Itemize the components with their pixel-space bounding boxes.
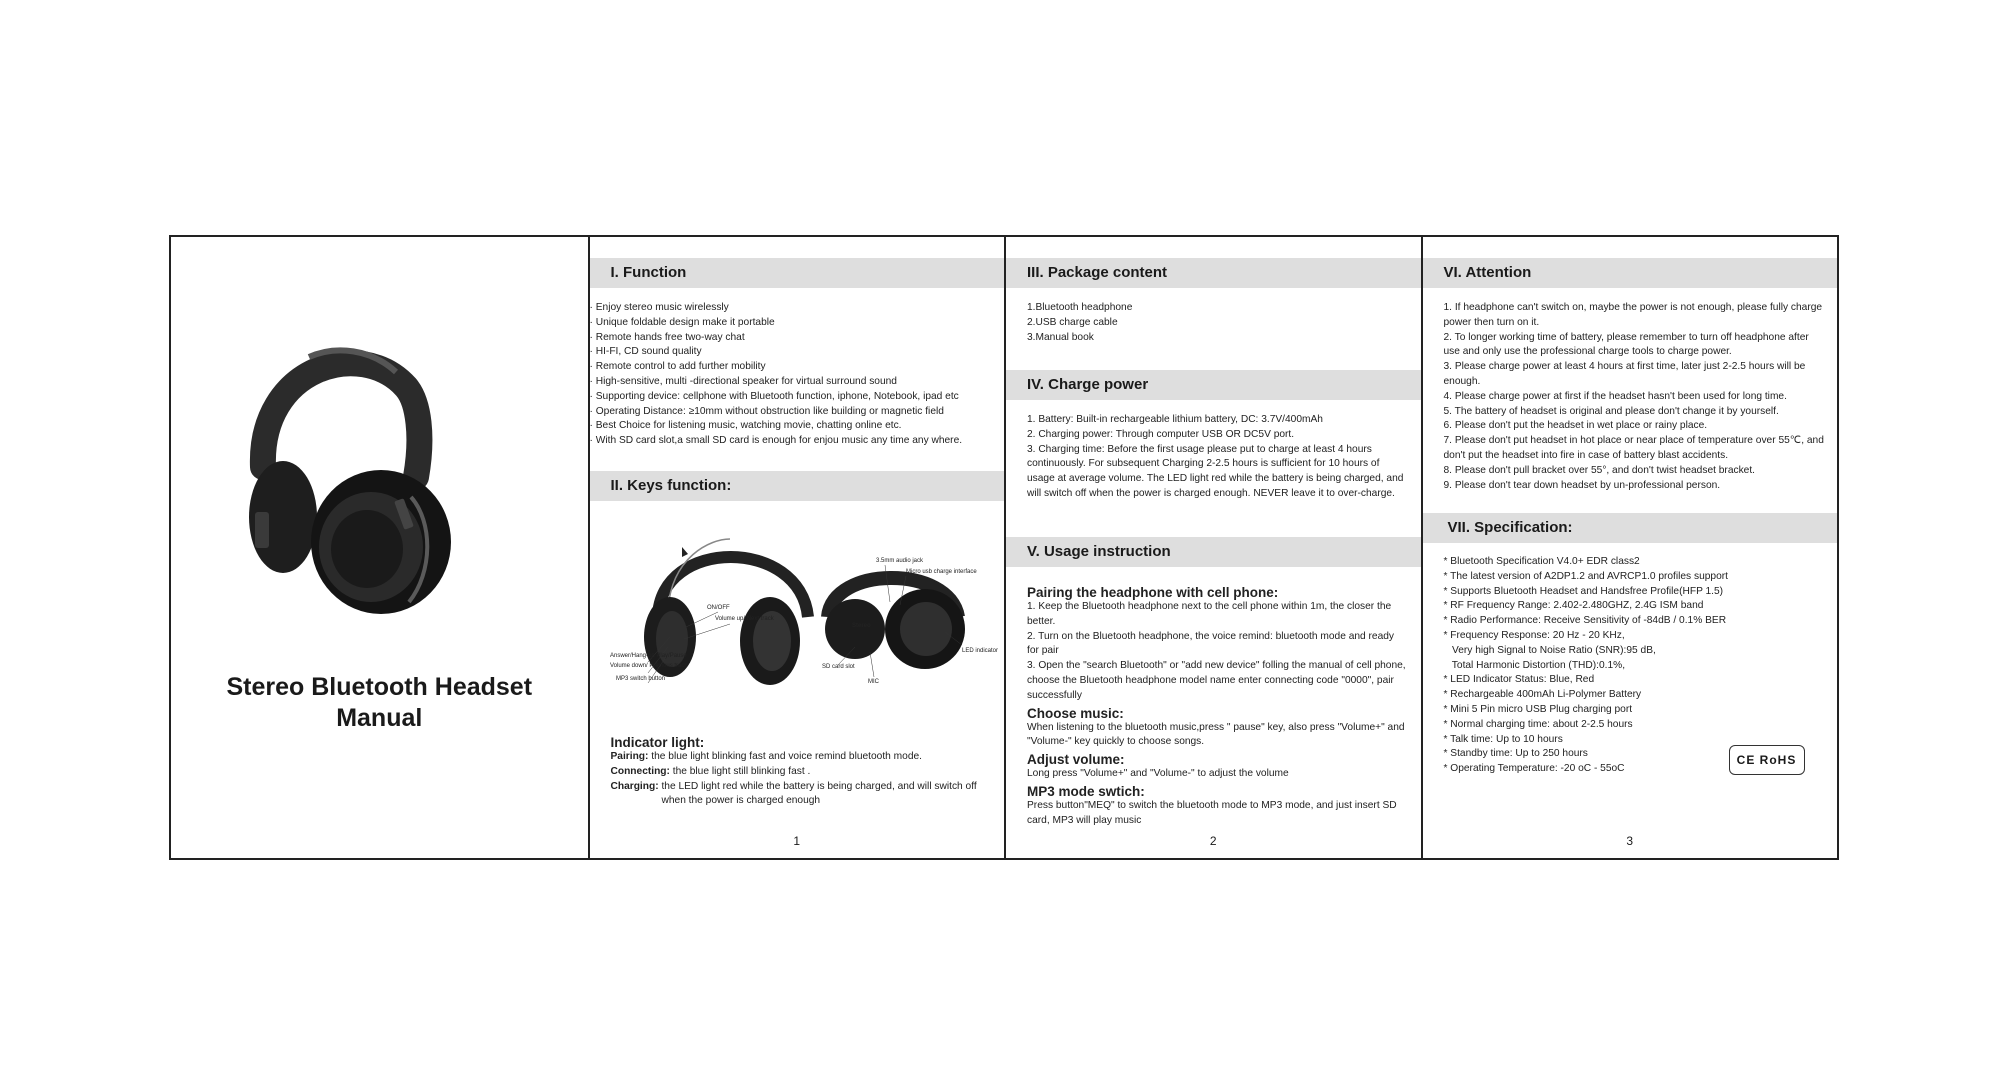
- connecting-text: the blue light still blinking fast .: [672, 765, 811, 777]
- volume-text: Long press "Volume+" and "Volume-" to adjust the volume: [1027, 768, 1289, 780]
- connecting-label: Connecting:: [610, 765, 670, 777]
- page-3-panel: [1421, 237, 1838, 858]
- package-item: 2.USB charge cable: [1027, 316, 1118, 328]
- pairing-text: the blue light blinking fast and voice remind bluetooth mode.: [651, 751, 922, 762]
- spec-item: * Frequency Response: 20 Hz - 20 KHz,: [1443, 629, 1625, 641]
- cert-marks-text: CE RoHS: [1736, 753, 1797, 767]
- spec-heading: VII. Specification:: [1423, 513, 1838, 543]
- spec-item: * Rechargeable 400mAh Li-Polymer Battery: [1443, 689, 1642, 701]
- spec-item: * RF Frequency Range: 2.402-2.480GHZ, 2.4G ISM band: [1443, 600, 1704, 612]
- package-list: [1006, 301, 1421, 345]
- pairing-label: Pairing:: [610, 751, 649, 762]
- function-item: · Supporting device: cellphone with Bluetooth function, iphone, Notebook, ipad etc: [590, 390, 1005, 405]
- spec-item: * LED Indicator Status: Blue, Red: [1443, 674, 1595, 686]
- spec-item: * Supports Bluetooth Headset and Handsfree Profile(HFP 1.5): [1443, 585, 1724, 597]
- attention-item: 8. Please don't pull bracket over 55°, and don't twist headset bracket.: [1443, 464, 1756, 476]
- mp3-heading: MP3 mode swtich:: [1027, 783, 1145, 799]
- function-item: · Remote control to add further mobility: [590, 360, 1005, 375]
- spec-item: Very high Signal to Noise Ratio (SNR):95 dB,: [1443, 644, 1656, 656]
- page-1-panel: [588, 237, 1005, 858]
- function-item: · Operating Distance: ≥10mm without obstruction like building or magnetic field: [590, 405, 1005, 420]
- spec-item: * Operating Temperature: -20 oC - 55oC: [1443, 763, 1625, 775]
- music-text: When listening to the bluetooth music,press " pause" key, also press "Volume+" and "Volume-" key quickly to choose songs.: [1027, 721, 1405, 748]
- attention-item: 3. Please charge power at least 4 hours at first time, later just 2-2.5 hours will be enough.: [1443, 361, 1806, 387]
- function-item: · Enjoy stereo music wirelessly: [590, 301, 1005, 316]
- spec-item: * Mini 5 Pin micro USB Plug charging port: [1443, 703, 1633, 715]
- attention-item: 1. If headphone can't switch on, maybe the power is not enough, please fully charge power then turn on it.: [1443, 302, 1823, 328]
- attention-list: [1423, 301, 1838, 493]
- attention-heading: VI. Attention: [1423, 258, 1838, 288]
- charging-text: the LED light red while the battery is being charged, and will switch off: [661, 780, 977, 792]
- charging-label: Charging:: [610, 780, 659, 792]
- page-2-panel: [1004, 237, 1421, 858]
- label-micro-usb: Micro usb charge interface: [905, 569, 977, 575]
- volume-heading: Adjust volume:: [1027, 752, 1125, 768]
- keys-diagram: [590, 517, 1003, 692]
- function-list: [590, 301, 1005, 449]
- label-answer: Answer/Hang-up Play/Pause: [609, 653, 687, 659]
- cover-panel: [171, 237, 588, 858]
- indicator-heading: Indicator light:: [610, 735, 705, 750]
- spec-item: * Bluetooth Specification V4.0+ EDR class2: [1443, 556, 1640, 567]
- usage-heading: V. Usage instruction: [1006, 537, 1421, 567]
- function-item: · Remote hands free two-way chat: [590, 331, 1005, 346]
- label-volume-up: Volume up/ Next track: [714, 616, 774, 622]
- attention-item: 6. Please don't put the headset in wet place or rainy place.: [1443, 420, 1708, 432]
- function-item: · HI-FI, CD sound quality: [590, 345, 1005, 360]
- pairing-step-3: 3. Open the "search Bluetooth" or "add new device" folling the manual of cell phone, choose the Bluetooth headphone model name enter connecting code "0000", pair successfully: [1027, 660, 1406, 701]
- charge-heading: IV. Charge power: [1006, 370, 1421, 400]
- attention-item: 5. The battery of headset is original and please don't change it by yourself.: [1443, 405, 1779, 417]
- cover-title-line2: Manual: [336, 704, 423, 732]
- page-number-3: 3: [1626, 834, 1634, 848]
- spec-item: * Standby time: Up to 250 hours: [1443, 748, 1588, 760]
- music-heading: Choose music:: [1027, 705, 1124, 721]
- indicator-block: [590, 733, 1005, 809]
- charge-p3: 3. Charging time: Before the first usage please put to charge at least 4 hours continuously. For subsequent Charging 2-2.5 hours is sufficient for 10 hours of usage at average volume. The LED light red while the battery is being charged, and will switch off when the power is charged enough. NEVER leave it to over-charge.: [1027, 443, 1404, 499]
- spec-item: * The latest version of A2DP1.2 and AVRCP1.0 profiles support: [1443, 570, 1728, 582]
- svg-text:Stereo: Stereo: [851, 623, 871, 629]
- cover-title: [171, 672, 588, 734]
- function-item: · Unique foldable design make it portable: [590, 316, 1005, 331]
- cover-title-line1: Stereo Bluetooth Headset: [226, 673, 533, 701]
- function-heading: I. Function: [590, 258, 1005, 288]
- pairing-step-2: 2. Turn on the Bluetooth headphone, the voice remind: bluetooth mode and ready for pair: [1027, 630, 1395, 657]
- spec-item: * Radio Performance: Receive Sensitivity of -84dB / 0.1% BER: [1443, 615, 1727, 627]
- usage-block: [1006, 583, 1421, 829]
- label-volume-down: Volume down/ Previous track: [609, 663, 687, 669]
- page-number-2: 2: [1209, 834, 1217, 848]
- pairing-step-1: 1. Keep the Bluetooth headphone next to the cell phone within 1m, the closer the better.: [1027, 601, 1392, 627]
- spec-item: * Talk time: Up to 10 hours: [1443, 733, 1563, 745]
- headphone-photo: [171, 237, 588, 657]
- keys-heading: II. Keys function:: [590, 471, 1005, 501]
- label-onoff: ON/OFF: [706, 605, 730, 611]
- attention-item: 2. To longer working time of battery, please remember to turn off headphone after use and only use the professional charge tools to charge power.: [1443, 331, 1809, 358]
- spec-item: * Normal charging time: about 2-2.5 hours: [1443, 718, 1633, 730]
- label-mic: MIC: [867, 679, 879, 685]
- mp3-text: Press button"MEQ" to switch the bluetooth mode to MP3 mode, and just insert SD card, MP3 will play music: [1027, 799, 1397, 826]
- spec-item: Total Harmonic Distortion (THD):0.1%,: [1443, 659, 1626, 671]
- charge-p1: 1. Battery: Built-in rechargeable lithium battery, DC: 3.7V/400mAh: [1027, 414, 1323, 425]
- package-item: 3.Manual book: [1027, 331, 1094, 343]
- charge-p2: 2. Charging power: Through computer USB OR DC5V port.: [1027, 428, 1295, 440]
- ce-rohs-mark: [1729, 745, 1805, 775]
- label-sd: SD card slot: [821, 664, 855, 670]
- function-item: · With SD card slot,a small SD card is enough for enjou music any time any where.: [590, 434, 1005, 449]
- package-heading: III. Package content: [1006, 258, 1421, 288]
- attention-item: 9. Please don't tear down headset by un-professional person.: [1443, 479, 1721, 491]
- pairing-heading: Pairing the headphone with cell phone:: [1027, 585, 1279, 600]
- spec-list: [1423, 555, 1838, 777]
- charge-block: [1006, 413, 1421, 502]
- charging-text-2: when the power is charged enough: [661, 795, 821, 807]
- manual-sheet: [169, 235, 1839, 860]
- function-item: · High-sensitive, multi -directional speaker for virtual surround sound: [590, 375, 1005, 390]
- label-mp3: MP3 switch button: [615, 676, 665, 682]
- label-audio-jack: 3.5mm audio jack: [875, 558, 923, 564]
- attention-item: 4. Please charge power at first if the headset hasn't been used for long time.: [1443, 390, 1787, 402]
- label-led: LED indicator: [961, 648, 998, 654]
- package-item: 1.Bluetooth headphone: [1027, 302, 1133, 313]
- function-item: · Best Choice for listening music, watching movie, chatting online etc.: [590, 419, 1005, 434]
- attention-item: 7. Please don't put headset in hot place or near place of temperature over 55℃, and don't put the headset into fire in case of battery blast accidents.: [1443, 435, 1824, 461]
- page-number-1: 1: [793, 834, 801, 848]
